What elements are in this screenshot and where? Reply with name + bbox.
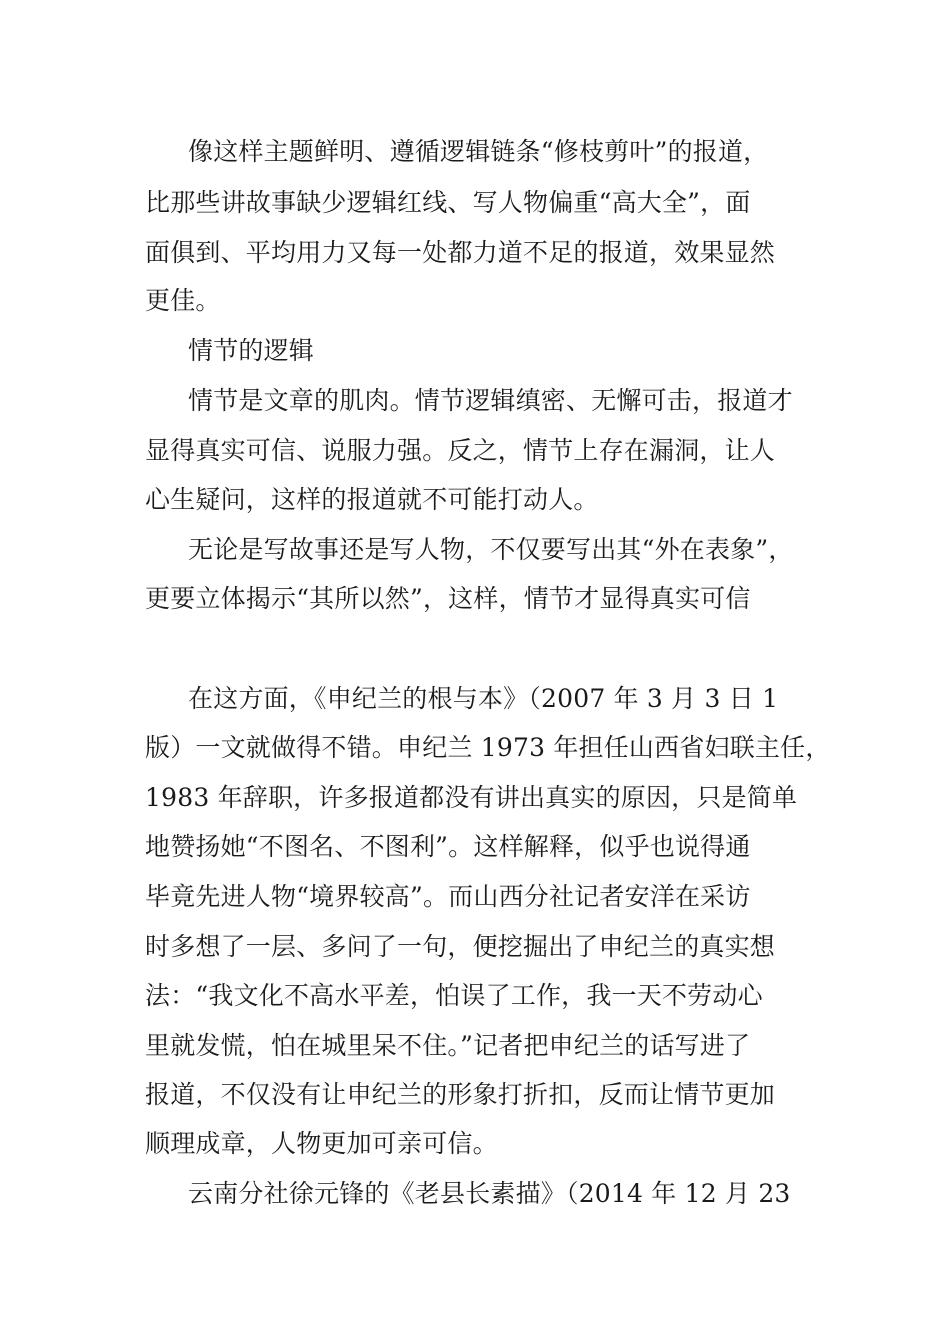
- paragraph-line: 心生疑问，这样的报道就不可能打动人。: [145, 485, 599, 514]
- paragraph-line: 时多想了一层、多问了一句，便挖掘出了申纪兰的真实想: [145, 932, 776, 961]
- paragraph-line: 毕竟先进人物“境界较高”。而山西分社记者安洋在采访: [145, 882, 751, 911]
- paragraph-line: 更要立体揭示“其所以然”，这样，情节才显得真实可信: [145, 584, 751, 613]
- section-heading: 情节的逻辑: [188, 336, 315, 365]
- paragraph-line: 在这方面，《申纪兰的根与本》（2007 年 3 月 3 日 1: [188, 684, 779, 713]
- paragraph-line: 报道，不仅没有让申纪兰的形象打折扣，反而让情节更加: [145, 1080, 776, 1109]
- paragraph-line: 云南分社徐元锋的《老县长素描》（2014 年 12 月 23: [188, 1179, 791, 1208]
- paragraph-line: 里就发慌，怕在城里呆不住。”记者把申纪兰的话写进了: [145, 1031, 751, 1060]
- paragraph-line: 版）一文就做得不错。申纪兰 1973 年担任山西省妇联主任，: [145, 733, 831, 762]
- paragraph-line: 情节是文章的肌肉。情节逻辑缜密、无懈可击，报道才: [188, 386, 793, 415]
- paragraph-line: 无论是写故事还是写人物，不仅要写出其“外在表象”，: [188, 535, 794, 564]
- paragraph-line: 比那些讲故事缺少逻辑红线、写人物偏重“高大全”，面: [145, 188, 751, 217]
- paragraph-line: 地赞扬她“不图名、不图利”。这样解释，似乎也说得通: [145, 832, 751, 861]
- paragraph-line: 显得真实可信、说服力强。反之，情节上存在漏洞，让人: [145, 436, 776, 465]
- paragraph-line: 更佳。: [145, 286, 221, 315]
- paragraph-line: 1983 年辞职，许多报道都没有讲出真实的原因，只是简单: [145, 783, 798, 812]
- paragraph-line: 法：“我文化不高水平差，怕误了工作，我一天不劳动心: [145, 981, 763, 1010]
- paragraph-line: 像这样主题鲜明、遵循逻辑链条“修枝剪叶”的报道，: [188, 137, 769, 166]
- paragraph-line: 顺理成章，人物更加可亲可信。: [145, 1129, 498, 1158]
- paragraph-line: 面俱到、平均用力又每一处都力道不足的报道，效果显然: [145, 238, 776, 267]
